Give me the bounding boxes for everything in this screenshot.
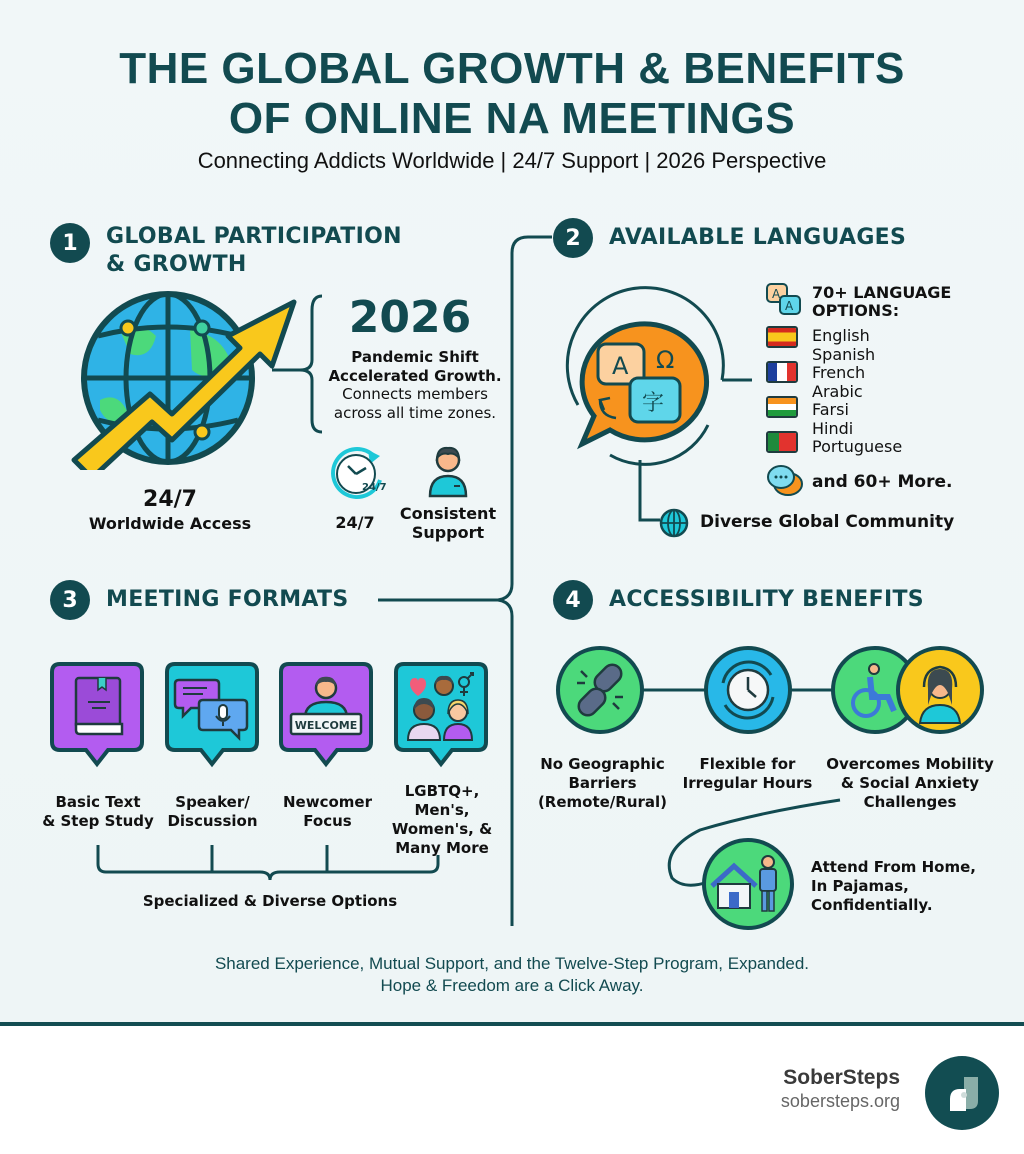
language-item: English: [812, 326, 870, 345]
language-item: Spanish: [812, 344, 876, 364]
footer-divider: [0, 1022, 1024, 1026]
format-card-newcomer: [277, 660, 375, 770]
format-label-speaker: Speaker/ Discussion: [167, 793, 258, 830]
clock-cycle-icon: [703, 645, 793, 735]
format-label-diverse: LGBTQ+, Men's, Women's, & Many More: [391, 782, 493, 857]
section-2-title: AVAILABLE LANGUAGES: [609, 225, 907, 250]
home-pajamas-icon: [698, 836, 798, 932]
section-number-badge: 3: [50, 580, 90, 620]
language-item: Hindi: [812, 418, 854, 438]
community-label: Diverse Global Community: [700, 512, 955, 532]
language-item: Farsi: [812, 400, 849, 419]
broken-chain-icon: [555, 645, 645, 735]
book-icon: [76, 678, 122, 734]
svg-text:A: A: [785, 299, 794, 313]
format-card-speaker: [163, 660, 261, 770]
benefit-label-geographic: No Geographic Barriers (Remote/Rural): [537, 755, 668, 811]
clock-label: 24/7: [335, 513, 375, 532]
section-1-header: [50, 223, 402, 279]
footer-line-2: Hope & Freedom are a Click Away.: [380, 976, 644, 995]
flag-spain-icon: [766, 326, 798, 348]
language-options-heading: 70+ LANGUAGE OPTIONS:: [812, 283, 952, 320]
brand-url[interactable]: sobersteps.org: [780, 1091, 900, 1111]
svg-text:WELCOME: WELCOME: [294, 719, 358, 732]
chat-bubbles-icon: [766, 464, 804, 498]
benefit-label-mobility: Overcomes Mobility & Social Anxiety Challenges: [826, 755, 994, 811]
section-3-title: MEETING FORMATS: [106, 587, 349, 612]
language-item: Portuguese: [812, 437, 903, 456]
format-label-basic-text: Basic Text & Step Study: [42, 793, 154, 830]
section-4-title: ACCESSIBILITY BENEFITS: [609, 587, 924, 612]
worldwide-label: Worldwide Access: [88, 514, 252, 533]
translation-bubble-icon: [570, 320, 720, 450]
flag-india-icon: [766, 396, 798, 418]
title-line-1: THE GLOBAL GROWTH & BENEFITS: [119, 44, 905, 93]
flag-portugal-icon: [766, 431, 798, 453]
section-2-header: [553, 218, 906, 258]
section-1-title: GLOBAL PARTICIPATION & GROWTH: [106, 224, 402, 277]
worldwide-stat: 24/7: [143, 487, 197, 512]
svg-text:字: 字: [642, 391, 665, 416]
title-line-2: OF ONLINE NA MEETINGS: [228, 94, 796, 143]
svg-text:A: A: [772, 287, 781, 301]
flag-france-icon: [766, 361, 798, 383]
globe-icon: [658, 507, 690, 539]
wheelchair-headset-icon: [830, 645, 990, 735]
footer-line-1: Shared Experience, Mutual Support, and the Twelve-Step Program, Expanded.: [214, 954, 810, 973]
brand-name: SoberSteps: [783, 1066, 900, 1089]
brand-logo-icon[interactable]: [924, 1055, 1000, 1131]
svg-text:A: A: [612, 352, 629, 380]
more-languages: and 60+ More.: [812, 472, 953, 492]
language-item: Arabic: [812, 381, 863, 401]
growth-description: Pandemic Shift Accelerated Growth. Connects members across all time zones.: [328, 348, 502, 422]
home-benefit-text: Attend From Home, In Pajamas, Confidentially.: [811, 858, 976, 914]
format-card-basic-text: [48, 660, 146, 770]
clock-24-7-icon: [328, 446, 388, 502]
format-label-newcomer: Newcomer Focus: [283, 793, 372, 830]
subtitle: Connecting Addicts Worldwide | 24/7 Support | 2026 Perspective: [197, 148, 827, 173]
translate-icon: [766, 283, 802, 317]
section-number-badge: 1: [50, 223, 90, 263]
section-4-header: [553, 580, 924, 620]
benefit-label-flexible: Flexible for Irregular Hours: [682, 755, 813, 792]
support-label: Consistent Support: [399, 504, 497, 542]
section-number-badge: 4: [553, 580, 593, 620]
support-person-icon: [424, 444, 472, 498]
formats-summary: Specialized & Diverse Options: [142, 892, 398, 910]
section-number-badge: 2: [553, 218, 593, 258]
language-list: [812, 327, 902, 457]
language-item: French: [812, 363, 866, 382]
year-stat: 2026: [348, 292, 472, 343]
svg-text:24/7: 24/7: [362, 482, 387, 493]
section-3-header: [50, 580, 349, 620]
globe-growth-icon: [60, 290, 310, 470]
svg-text:Ω: Ω: [656, 346, 675, 374]
format-card-diverse: [392, 660, 490, 770]
